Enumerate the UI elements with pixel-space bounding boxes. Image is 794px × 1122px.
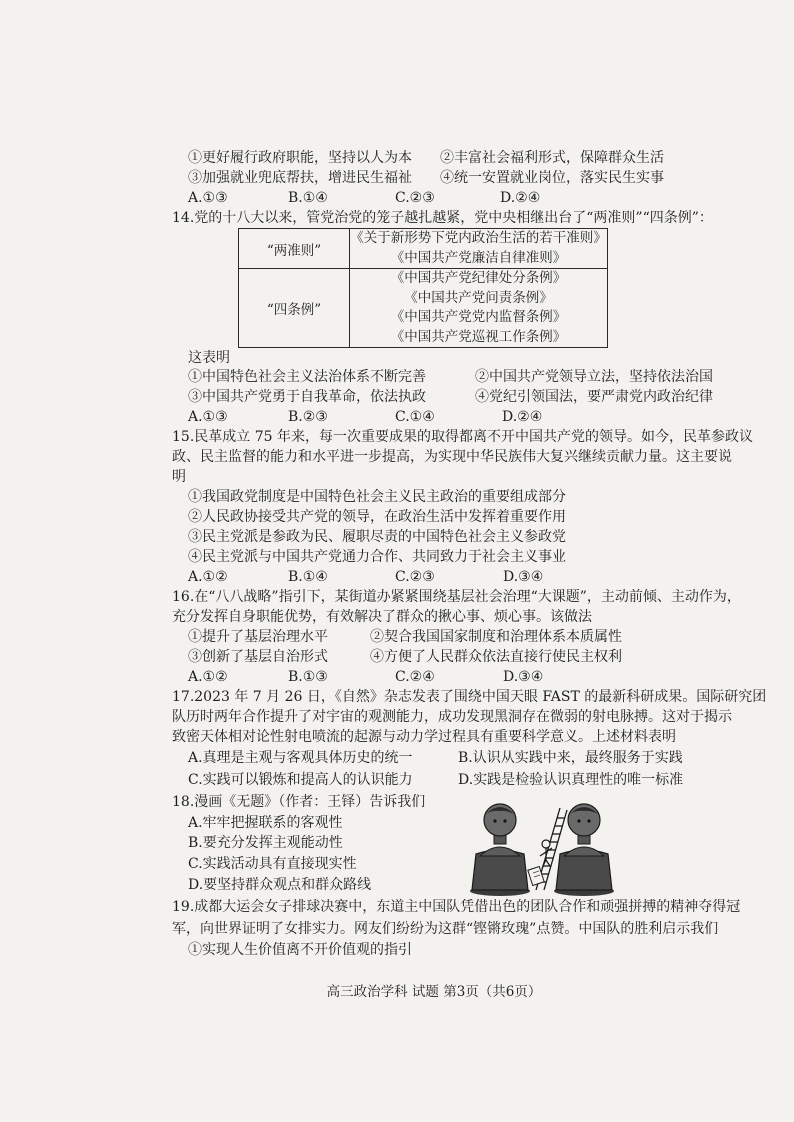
- q14-option-3: ③中国共产党勇于自我革命，依法执政: [188, 389, 426, 405]
- q17-answer-d: D.实践是检验认识真理性的唯一标准: [458, 772, 684, 788]
- q14-table: [238, 228, 608, 348]
- q15-answer-c: C.②③: [395, 569, 435, 585]
- q14-option-2: ②中国共产党领导立法，坚持依法治国: [475, 369, 713, 385]
- q15-answer-d: D.③④: [503, 569, 544, 585]
- q15-option-1: ①我国政党制度是中国特色社会主义民主政治的重要组成部分: [188, 489, 566, 505]
- q14-stem: 14.党的十八大以来，管党治党的笼子越扎越紧，党中央相继出台了“两准则”“四条例”：: [172, 210, 713, 226]
- q17-stem-line-3: 致密天体相对论性射电喷流的起源与动力学过程具有重要科学意义。上述材料表明: [172, 729, 676, 745]
- q14-table-label-2: “四条例”: [239, 269, 350, 348]
- q17-answer-a: A.真理是主观与客观具体历史的统一: [188, 750, 413, 766]
- q15-stem-line-1: 15.民革成立 75 年来，每一次重要成果的取得都离不开中国共产党的领导。如今，民革参政议: [172, 429, 753, 445]
- q17-answer-b: B.认识从实践中来，最终服务于实践: [458, 750, 683, 766]
- q17-stem-line-2: 队历时两年合作提升了对宇宙的观测能力，成功发现黑洞存在微弱的射电脉搏。这对于揭示: [172, 709, 732, 725]
- q13-answer-c: C.②③: [395, 190, 435, 206]
- q14-answer-a: A.①③: [188, 409, 228, 425]
- q16-option-3: ③创新了基层自治形式: [188, 649, 328, 665]
- q18-cartoon: [466, 798, 624, 898]
- q18-answer-d: D.要坚持群众观点和群众路线: [188, 877, 372, 893]
- q15-option-3: ③民主党派是参政为民、履职尽责的中国特色社会主义参政党: [188, 529, 566, 545]
- q14-table-items-2: [350, 269, 608, 348]
- q14-table-item: 《中国共产党廉洁自律准则》: [390, 249, 567, 266]
- q14-table-item: 《中国共产党巡视工作条例》: [390, 328, 567, 345]
- q15-option-4: ④民主党派与中国共产党通力合作、共同致力于社会主义事业: [188, 549, 566, 565]
- q18-answer-c: C.实践活动具有直接现实性: [188, 856, 357, 872]
- q16-answer-a: A.①②: [188, 669, 228, 685]
- q15-answer-a: A.①②: [188, 569, 228, 585]
- q15-stem-line-2: 政、民主监督的能力和水平进一步提高，为实现中华民族伟大复兴继续贡献力量。这主要说: [172, 449, 732, 465]
- q13-answer-b: B.①④: [288, 190, 328, 206]
- q14-table-label-1: “两准则”: [239, 229, 350, 269]
- q14-table-row-1: [239, 229, 608, 269]
- q19-option-1: ①实现人生价值离不开价值观的指引: [188, 942, 412, 958]
- q14-table-item: 《中国共产党纪律处分条例》: [390, 270, 567, 286]
- q19-stem-line-1: 19.成都大运会女子排球决赛中，东道主中国队凭借出色的团队合作和顽强拼搏的精神夺得冠: [172, 899, 741, 915]
- q15-stem-line-3: 明: [172, 469, 186, 485]
- q16-option-2: ②契合我国国家制度和治理体系本质属性: [370, 629, 622, 645]
- q16-answer-d: D.③④: [503, 669, 544, 685]
- q18-stem: 18.漫画《无题》（作者：王铎）告诉我们: [172, 794, 426, 810]
- q17-answer-c: C.实践可以锻炼和提高人的认识能力: [188, 772, 413, 788]
- q14-table-items-1: [350, 229, 608, 269]
- q13-option-3: ③加强就业兜底帮扶，增进民生福祉: [188, 170, 412, 186]
- q13-answer-d: D.②④: [500, 190, 541, 206]
- left-statue: [470, 804, 530, 896]
- q17-stem-line-1: 17.2023 年 7 月 26 日，《自然》杂志发表了围绕中国天眼 FAST 的最新科研成果。国际研究团: [172, 689, 767, 705]
- q13-option-2: ②丰富社会福利形式，保障群众生活: [440, 150, 664, 166]
- climbing-person: [540, 840, 552, 868]
- q16-option-4: ④方便了人民群众依法直接行使民主权利: [370, 649, 622, 665]
- q19-stem-line-2: 军，向世界证明了女排实力。网友们纷纷为这群“铿锵玫瑰”点赞。中国队的胜利启示我们: [172, 921, 719, 937]
- q14-answer-c: C.①④: [395, 409, 435, 425]
- q16-answer-c: C.②④: [395, 669, 435, 685]
- q15-option-2: ②人民政协接受共产党的领导，在政治生活中发挥着重要作用: [188, 509, 566, 525]
- q14-table-item: 《关于新形势下党内政治生活的若干准则》: [350, 230, 607, 246]
- page-footer: 高三政治学科 试题 第3页（共6页）: [326, 984, 542, 1000]
- q14-answer-d: D.②④: [502, 409, 543, 425]
- q14-option-1: ①中国特色社会主义法治体系不断完善: [188, 369, 426, 385]
- q14-answer-b: B.②③: [288, 409, 328, 425]
- q13-option-4: ④统一安置就业岗位，落实民生实事: [440, 170, 664, 186]
- q13-option-1: ①更好履行政府职能，坚持以人为本: [188, 150, 412, 166]
- q13-answer-a: A.①③: [188, 190, 228, 206]
- q14-table-row-2: [239, 269, 608, 348]
- q15-answer-b: B.①④: [288, 569, 328, 585]
- q14-table-item: 《中国共产党党内监督条例》: [390, 309, 567, 325]
- q18-answer-b: B.要充分发挥主观能动性: [188, 835, 343, 851]
- q16-stem-line-2: 充分发挥自身职能优势，有效解决了群众的揪心事、烦心事。该做法: [172, 609, 592, 625]
- q14-lead: 这表明: [188, 350, 230, 366]
- q16-answer-b: B.①③: [288, 669, 328, 685]
- q16-stem-line-1: 16.在“八八战略”指引下，某街道办紧紧围绕基层社会治理“大课题”，主动前倾、主动作为，: [172, 589, 741, 605]
- q14-option-4: ④党纪引领国法，要严肃党内政治纪律: [475, 389, 713, 405]
- q14-table-item: 《中国共产党问责条例》: [404, 289, 553, 306]
- q16-option-1: ①提升了基层治理水平: [188, 629, 328, 645]
- q18-answer-a: A.牢牢把握联系的客观性: [188, 815, 343, 831]
